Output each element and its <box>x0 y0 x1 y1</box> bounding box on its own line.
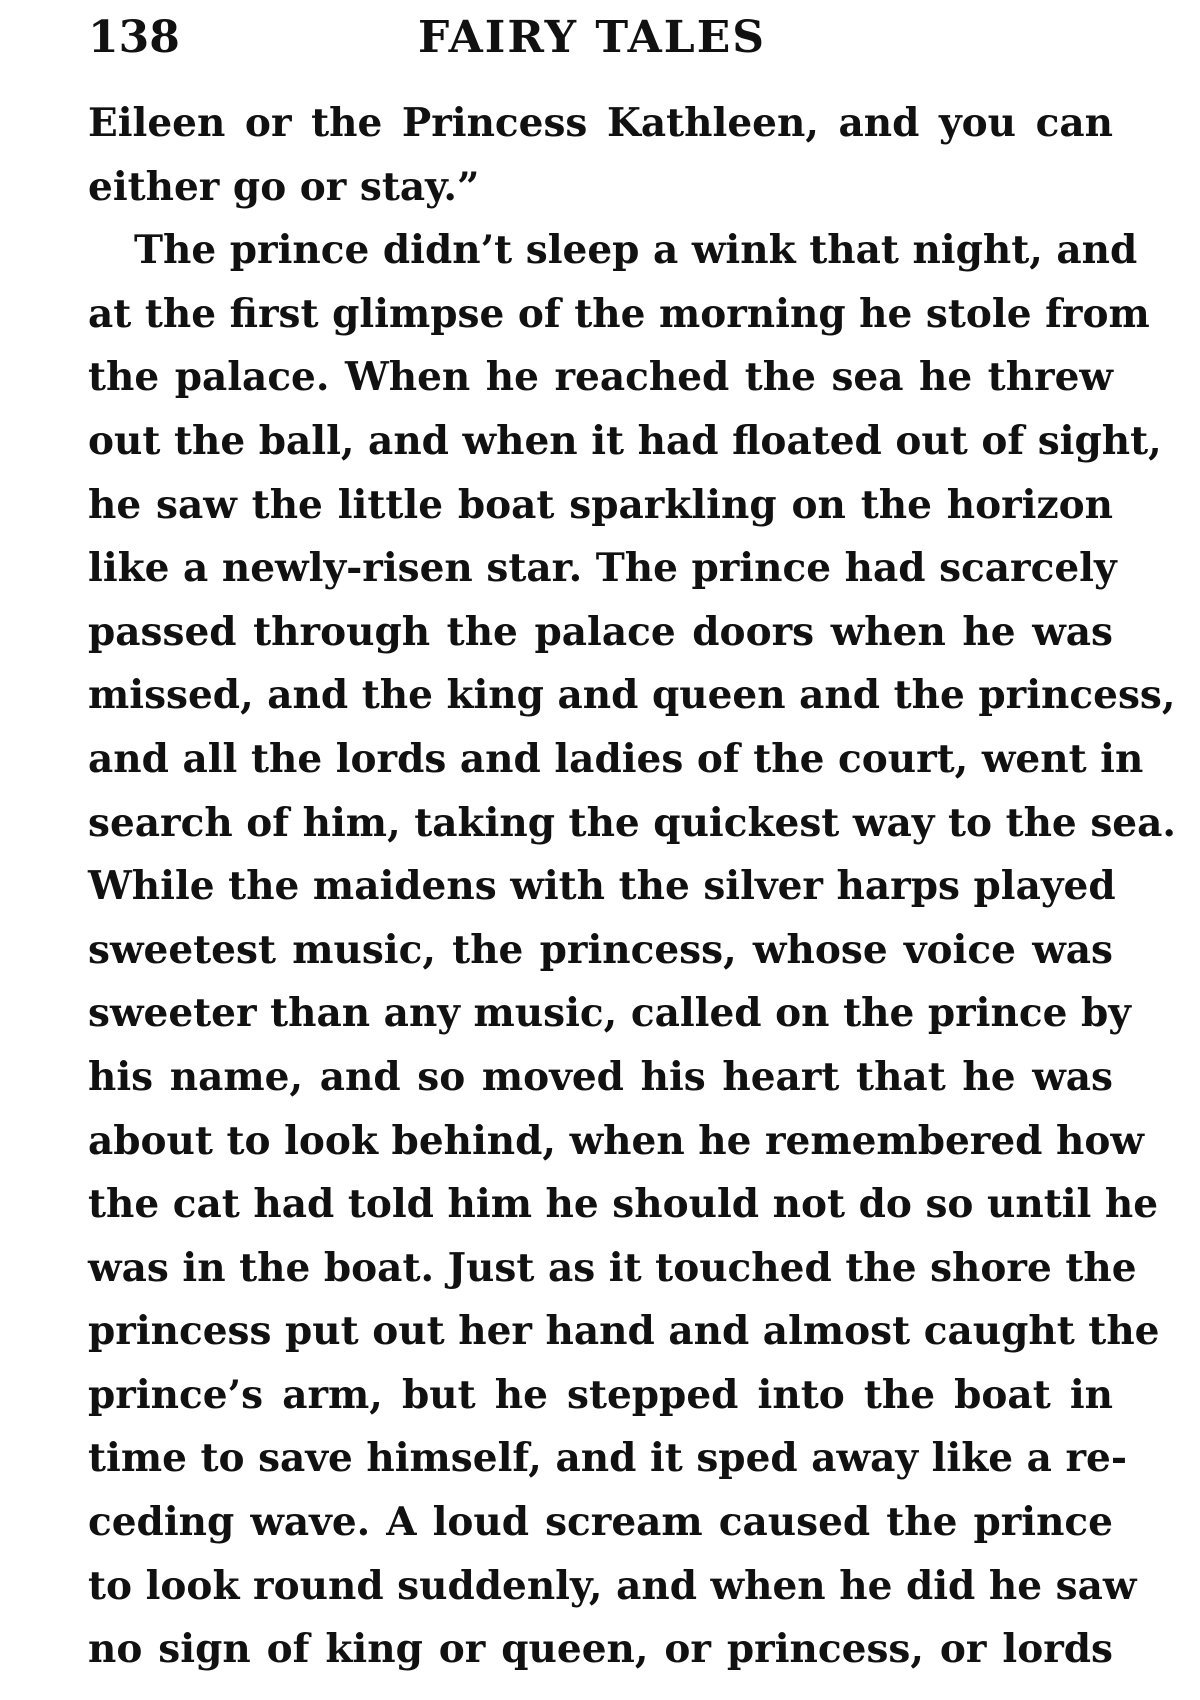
text-line: princess put out her hand and almost caught the <box>88 1308 1160 1355</box>
text-line: The prince didn’t sleep a wink that night, and <box>134 227 1138 274</box>
book-title: FAIRY TALES <box>418 12 767 63</box>
text-line: either go or stay.” <box>88 163 480 210</box>
text-line: he saw the little boat sparkling on the horizon <box>88 481 1113 528</box>
text-line: time to save himself, and it sped away like a re- <box>88 1435 1128 1482</box>
running-head <box>88 8 1113 68</box>
text-line: about to look behind, when he remembered how <box>88 1117 1144 1164</box>
text-line: the cat had told him he should not do so until he <box>88 1181 1159 1228</box>
text-line: to look round suddenly, and when he did he saw <box>88 1562 1137 1609</box>
text-line: his name, and so moved his heart that he was <box>88 1053 1113 1100</box>
text-line: sweeter than any music, called on the prince by <box>88 990 1131 1037</box>
text-line: search of him, taking the quickest way to the sea. <box>88 799 1176 846</box>
text-line: no sign of king or queen, or princess, or lords <box>88 1626 1113 1673</box>
body-text <box>88 92 1176 1682</box>
book-page <box>88 8 1176 1682</box>
text-line: ceding wave. A loud scream caused the prince <box>88 1499 1113 1546</box>
text-line: out the ball, and when it had floated out of sight, <box>88 417 1162 464</box>
text-line: like a newly-risen star. The prince had scarcely <box>88 545 1117 592</box>
text-line: sweetest music, the princess, whose voice was <box>88 926 1113 973</box>
text-line: While the maidens with the silver harps played <box>88 863 1116 910</box>
text-line: missed, and the king and queen and the princess, <box>88 672 1176 719</box>
text-line: Eileen or the Princess Kathleen, and you can <box>88 100 1113 146</box>
text-line: at the first glimpse of the morning he stole from <box>88 290 1150 337</box>
text-line: and all the lords and ladies of the court, went in <box>88 735 1144 782</box>
page-number: 138 <box>88 12 180 63</box>
text-line: the palace. When he reached the sea he threw <box>88 354 1113 401</box>
text-line: prince’s arm, but he stepped into the boat in <box>88 1371 1113 1418</box>
text-line: was in the boat. Just as it touched the shore the <box>88 1244 1137 1291</box>
text-line: passed through the palace doors when he was <box>88 608 1113 655</box>
